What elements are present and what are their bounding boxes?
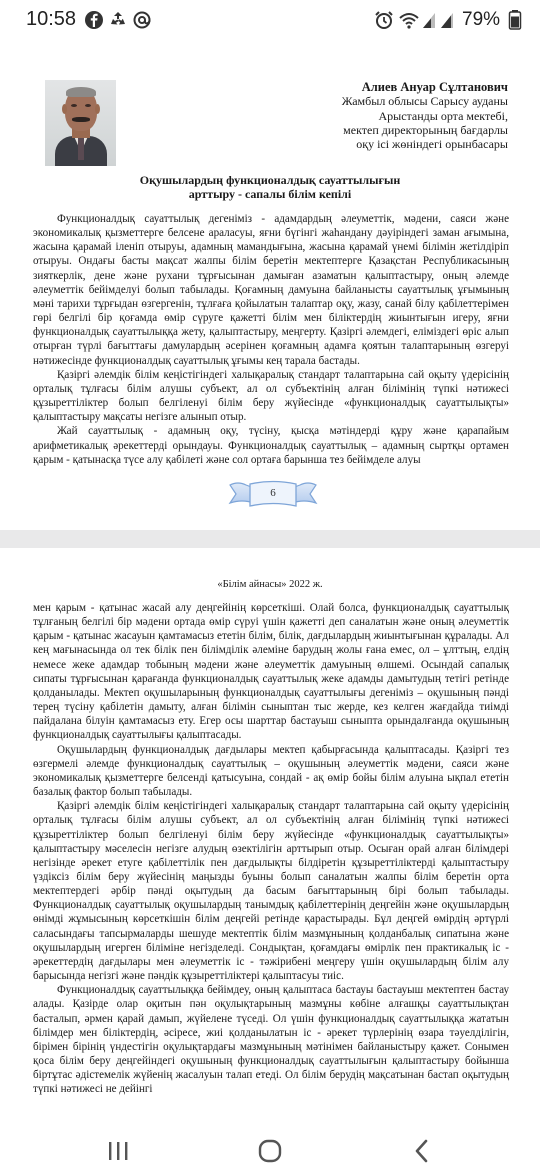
back-button[interactable] bbox=[402, 1138, 442, 1164]
author-photo bbox=[45, 80, 116, 166]
recent-apps-button[interactable] bbox=[98, 1138, 138, 1164]
paragraph: Қазіргі әлемдік білім кеңістігіндегі халықаралық стандарт талаптарына сай оқыту үдерісінің орталық тұлғасы білім алушы субъект, ал ол субъектінің алған білімінің түпкі нәтижесі құзыреттіліктер болып белгіленуі білім беру жүйесінде «функционалдық сауаттылықты» қалыптастыру мақсаты негізге алынып отыр. bbox=[33, 368, 509, 424]
page-1-body bbox=[33, 212, 509, 480]
paragraph: Функционалдық сауаттылық дегеніміз - адамдардың әлеуметтік, мәдени, саяси және экономикалық қызметтерге белсене араласуы, яғни бүгінгі жаһандану дәуіріндегі заман ағымына, жасына қарамай іленіп отыруы, адамның мамандығына, жасына қарамай үнемі білімін жетілдіріп отыруы. Ондағы басты мақсат жалпы білім беретін мектептерге Қазақстан Республикасының зияткерлік, дене және рухани тұрғысынан дамыған азаматын қалыптастыру, оның әлемде әлеуметтік бейімделуі болып табылады. Қоғамның дамуына байланысты сауаттылық ұғымының мәні тарихи тұрғыдан өзгергенін, тұлғаға қойылатын талаптар оқу, жазу, санай білу қабілеттерімен гөрі белгілі бір қоғамда өмір сүруге қажетті білім мен біліктердің жиынтығын игеру, яғни функционалдық сауаттылыққа жету, қалыптастыру, меңгерту. Қазіргі әлемдегі, еліміздегі өріс алып отырған түрлі бағыттағы дамулардың әсерінен қоғамның адамға қоятын талаптарының өзгеруі нәтижесінде функционалдық сауаттылық ұғымы кең тарала бастады. bbox=[33, 213, 509, 367]
paragraph: Функционалдық сауаттылыққа бейімдеу, оның қалыптаса бастауы бастауыш мектептен бастау алады. Қазірде олар оқитын пән оқулықтарының мазмұны көбіне алғашқы сауаттылықтан басталып, әрмен қарай дамып, жүйелене түседі. Ол үшін функционалдық сауаттылыққа жататын білімдер мен біліктердің, әсіресе, жиі қолданылатын іс - әрекет түрлерінің өзара тәуелділігін, бірімен бірінің үндестігін оқулықтардағы мазмұнының мәтінімен байланыстыру қажет. Сонымен қоса білім беру деңгейіндегі оқушының функционалдық сауаттылығын қалыптастыру бойынша біртұтас әдістемелік жүйенің жасалуын талап етеді. Ол білім берудің мақсатынан бастап оқытудың түпкі нәтижесі не дейінгі bbox=[33, 984, 509, 1096]
author-school: Арыстанды орта мектебі, bbox=[378, 108, 508, 123]
navigation-bar bbox=[0, 1132, 540, 1170]
paragraph: мен қарым - қатынас жасай алу деңгейінің көрсеткіші. Олай болса, функционалдық сауаттылық тұлғаның белгілі бір мәдени ортада өмір сүруі үшін қажетті деп саналатын және оның әлеуметтік қарым - қатынас жасауын қамтамасыз ететін білім, білік, дағдылардың жиынтығынан құралады. Ал кең мағынасында ол тек білік пен білімділік әлеміне барудың жолы ғана емес, ол – ұлттың, елдің немесе жеке адамдар тобының мәдени және әлеуметтік дамуының өлшемі. Осындай сапалық сипаты тұрғысынан қарағанда функционалдық сауаттылық жеке адамды дамытудың тетігі ретінде қолданылады. Мектеп оқушыларының функционалдық сауаттылығы дегеніміз – оқушының пәнді терең түсіну қабілетін дамыту, алған білімін сыныптан тыс жерде, кез келген жағдайда тиімді пайдалана білуін қамтамасыз ету. Егер осы шарттар бастауыш сыныпта орындалғанда оқушының функционалдық сауаттылығы қалыптасады. bbox=[33, 602, 509, 742]
page-2-body bbox=[33, 601, 509, 1132]
at-sign-icon bbox=[132, 10, 152, 30]
back-icon bbox=[402, 1138, 442, 1164]
journal-header: «Білім айнасы» 2022 ж. bbox=[217, 579, 323, 590]
status-bar bbox=[0, 0, 540, 42]
author-block bbox=[208, 80, 508, 151]
author-position-line-2: оқу ісі жөніндегі орынбасары bbox=[356, 137, 508, 152]
status-time: 10:58 bbox=[26, 8, 77, 30]
signal-icon bbox=[422, 10, 436, 30]
recent-apps-icon bbox=[98, 1138, 138, 1164]
document-title bbox=[60, 173, 480, 201]
title-line-1: Оқушылардың функционалдық сауаттылығын bbox=[139, 173, 401, 187]
author-region: Жамбыл облысы Сарысу ауданы bbox=[341, 94, 508, 109]
alarm-icon bbox=[374, 10, 394, 30]
author-name: Алиев Ануар Сұлтанович bbox=[361, 80, 508, 94]
page-number: 6 bbox=[270, 487, 276, 499]
author-position-line-1: мектеп директорының бағдарлы bbox=[343, 122, 508, 137]
paragraph: Қазіргі әлемдік білім кеңістігіндегі халықаралық стандарт талаптарына сай оқыту үдерісінің орталық тұлғасы білім алушы субъект, ал ол субъектінің алған білімінің түпкі нәтижесі құзыреттіліктер болып белгіленуі білім беру жүйесінде «функционалдық сауаттылықты» қалыптастыру мәселесін негізге алудың өзектілігін арттырып отыр. Осыған орай алған білімдері негізінде әрекет етуге қабілеттілік пен дағдылықты білдіретін құзыреттіліктерді қалыптастыру үздіксіз білім беру жүйесінің маңызды буыны болып саналатын жалпы білім беретін орта мектептердегі әрбір пәнді оқытудың да басым бағыттарының бірі болып табылады. Функционалдық сауаттылық оқушылардың танымдық қабілеттерінің деңгейін және оқушылардың өнімді жұмысының көрсеткішін білім деңгейі ретінде қарастырады. Бұл деңгей өмірдің әртүрлі саласындағы тапсырмаларды шешуде мектептік білім мазмұнының қолданбалық сипатына және оқушылардың игерген біліміне негізделеді. Сондықтан, қоғамдағы өмірлік пен практикалық іс - әрекеттердің дағдылары мен әлеуметтік іс - тәжірибені меңгеру үшін оқушылардың білім алу барысында негізгі және пәндік құзыреттіліктері қалыптасуы тиіс. bbox=[33, 800, 509, 983]
home-icon bbox=[250, 1138, 290, 1164]
battery-percent: 79% bbox=[462, 9, 501, 30]
signal-icon bbox=[440, 10, 454, 30]
paragraph: Жай сауаттылық - адамның оқу, түсіну, қысқа мәтіндерді құру және қарапайым арифметикалық әрекеттерді орындауы. Функционалдық сауаттылық – адамның сыртқы ортамен қарым - қатынасқа түсе алу қабілеті және сол ортаға барынша тез бейімделе алуы bbox=[33, 425, 509, 466]
paragraph: Оқушылардың функционалдық дағдылары мектеп қабырғасында қалыптасады. Қазіргі тез өзгермелі әлемде функционалдық сауаттылық – оқушының әлеуметтік мәдени, саяси және экономикалық қызметтерге белсенді қатысуына, сондай - ақ өмір бойы білім алуына ықпал ететін базалық фактор болып табылады. bbox=[33, 743, 509, 799]
battery-icon bbox=[508, 9, 522, 31]
page-number-ribbon bbox=[228, 479, 318, 511]
document-page-2 bbox=[0, 548, 540, 1132]
home-button[interactable] bbox=[250, 1138, 290, 1164]
facebook-icon bbox=[84, 10, 104, 30]
title-line-2: арттыру - сапалы білім кепілі bbox=[188, 187, 352, 201]
document-page-1 bbox=[0, 42, 540, 530]
sync-app-icon bbox=[108, 10, 128, 30]
wifi-icon bbox=[398, 10, 420, 30]
